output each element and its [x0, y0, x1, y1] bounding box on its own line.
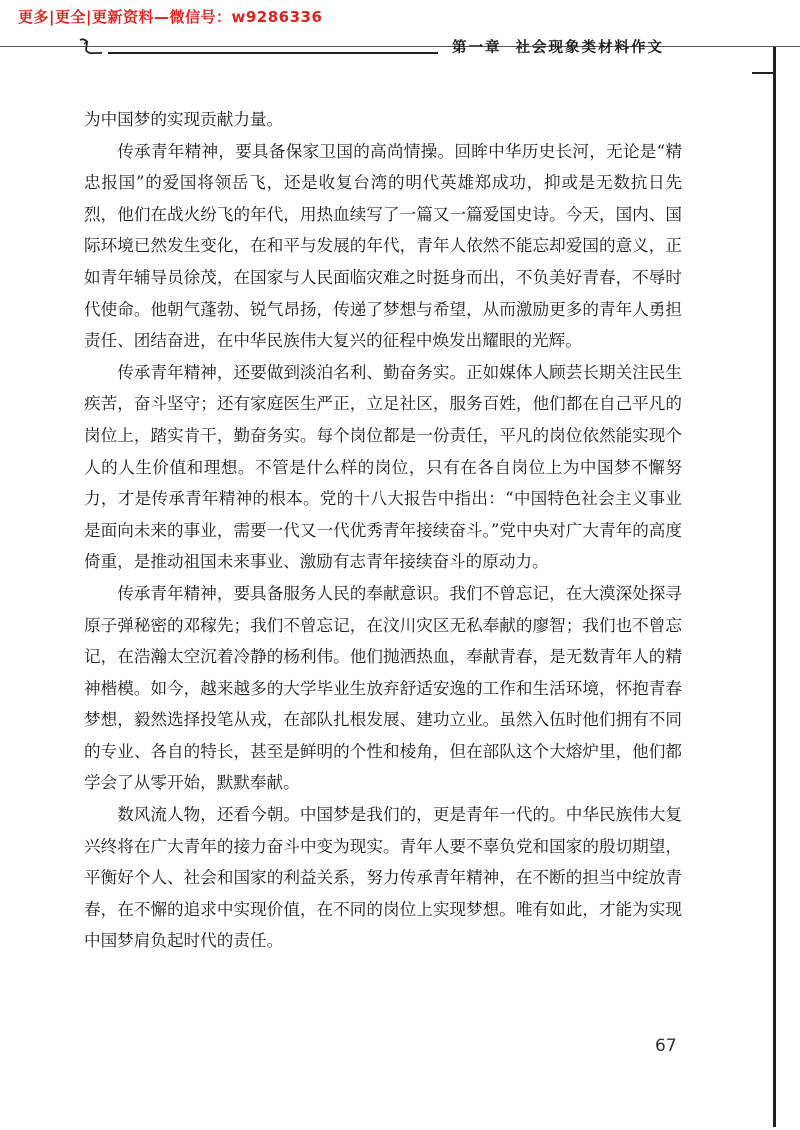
paragraph: 传承青年精神，要具备保家卫国的高尚情操。回眸中华历史长河，无论是“精忠报国”的爱国将领岳飞，还是收复台湾的明代英雄郑成功，抑或是无数抗日先烈，他们在战火纷飞的年代，用热血续写了一篇又一篇爱国史诗。今天，国内、国际环境已然发生变化，在和平与发展的年代，青年人依然不能忘却爱国的意义，正如青年辅导员徐茂，在国家与人民面临灾难之时挺身而出，不负美好青春，不辱时代使命。他朝气蓬勃、锐气昂扬，传递了梦想与希望，从而激励更多的青年人勇担责任、团结奋进，在中华民族伟大复兴的征程中焕发出耀眼的光辉。 — [84, 141, 682, 351]
watermark-text: 更多|更全|更新资料—微信号：w9286336 — [18, 8, 323, 26]
paragraph: 数风流人物，还看今朝。中国梦是我们的，更是青年一代的。中华民族伟大复兴终将在广大青年的接力奋斗中变为现实。青年人要不辜负党和国家的殷切期望，平衡好个人、社会和国家的利益关系，努力传承青年精神，在不断的担当中绽放青春，在不懈的追求中实现价值，在不同的岗位上实现梦想。唯有如此，才能为实现中国梦肩负起时代的责任。 — [84, 805, 682, 951]
page-side-tick — [752, 72, 776, 74]
header-rule — [0, 46, 800, 47]
chapter-title: 社会现象类材料作文 — [515, 40, 664, 56]
body-text — [84, 104, 682, 957]
page-side-bar — [773, 47, 776, 1127]
chapter-header — [452, 36, 664, 57]
paragraph: 为中国梦的实现贡献力量。 — [84, 110, 284, 129]
header-left-rule — [108, 52, 438, 54]
paragraph: 传承青年精神，还要做到淡泊名利、勤奋务实。正如媒体人顾芸长期关注民生疾苦，奋斗坚守；还有家庭医生严正，立足社区，服务百姓，他们都在自己平凡的岗位上，踏实肯干，勤奋务实。每个岗位都是一份责任，平凡的岗位依然能实现个人的人生价值和理想。不管是什么样的岗位，只有在各自岗位上为中国梦不懈努力，才是传承青年精神的根本。党的十八大报告中指出：“中国特色社会主义事业是面向未来的事业，需要一代又一代优秀青年接续奋斗。”党中央对广大青年的高度倚重，是推动祖国未来事业、激励有志青年接续奋斗的原动力。 — [84, 362, 682, 572]
chapter-number: 第一章 — [452, 40, 502, 56]
header-ornament-icon — [78, 36, 104, 56]
page-number: 67 — [655, 1036, 677, 1056]
paragraph: 传承青年精神，要具备服务人民的奉献意识。我们不曾忘记，在大漠深处探寻原子弹秘密的邓稼先；我们不曾忘记，在汶川灾区无私奉献的廖智；我们也不曾忘记，在浩瀚太空沉着冷静的杨利伟。他们抛洒热血，奉献青春，是无数青年人的精神楷模。如今，越来越多的大学毕业生放弃舒适安逸的工作和生活环境，怀抱青春梦想，毅然选择投笔从戎，在部队扎根发展、建功立业。虽然入伍时他们拥有不同的专业、各自的特长，甚至是鲜明的个性和棱角，但在部队这个大熔炉里，他们都学会了从零开始，默默奉献。 — [84, 583, 682, 793]
